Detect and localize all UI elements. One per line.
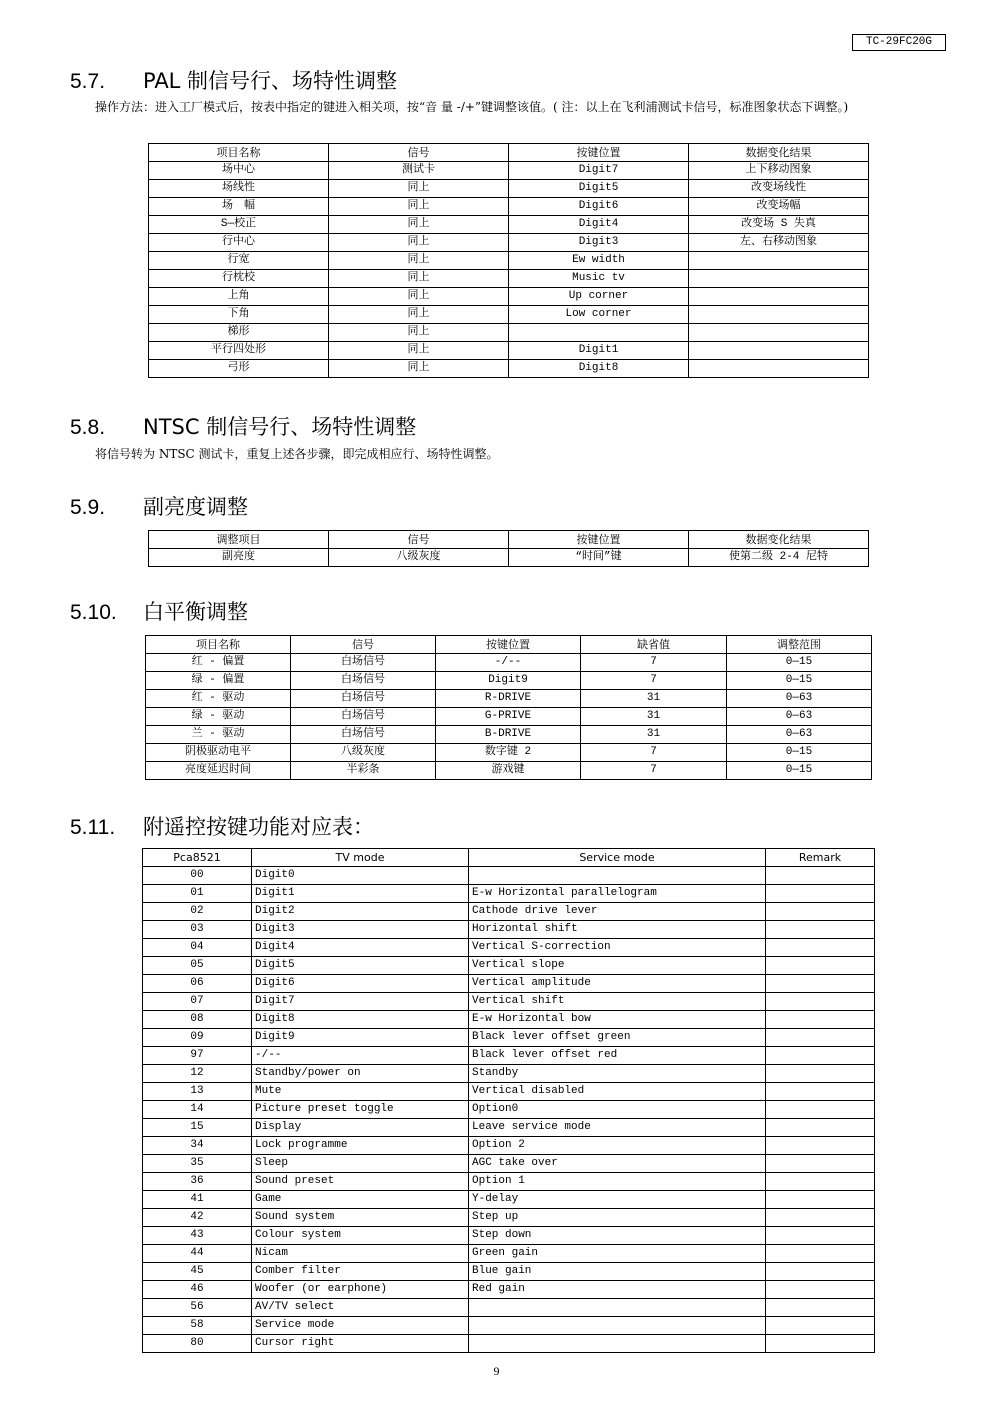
column-header: 调整项目 <box>149 531 329 549</box>
table-cell: 34 <box>143 1137 252 1155</box>
table-cell: 白场信号 <box>291 672 436 690</box>
table-cell: 58 <box>143 1317 252 1335</box>
table-row <box>143 1047 875 1065</box>
table-cell <box>766 1245 875 1263</box>
table-cell <box>766 867 875 885</box>
column-header: 调整范围 <box>727 636 872 654</box>
table-cell: Leave service mode <box>469 1119 766 1137</box>
table-cell: Ew width <box>509 252 689 270</box>
white-balance-table <box>145 635 872 780</box>
table-row <box>146 726 872 744</box>
table-row <box>143 1245 875 1263</box>
table-cell: 游戏键 <box>436 762 581 780</box>
table-cell: E-w Horizontal parallelogram <box>469 885 766 903</box>
table-cell: Digit3 <box>252 921 469 939</box>
table-cell: 7 <box>581 672 727 690</box>
table-cell: Digit5 <box>509 180 689 198</box>
table-row <box>143 885 875 903</box>
table-row <box>143 1119 875 1137</box>
table-cell: Service mode <box>252 1317 469 1335</box>
table-cell: 平行四处形 <box>149 342 329 360</box>
column-header: Remark <box>766 849 875 867</box>
table-cell: 31 <box>581 708 727 726</box>
table-cell: 00 <box>143 867 252 885</box>
table-row <box>149 288 869 306</box>
table-row <box>149 198 869 216</box>
table-cell <box>766 1173 875 1191</box>
table-cell: 同上 <box>329 288 509 306</box>
table-cell <box>766 1263 875 1281</box>
table-cell: Display <box>252 1119 469 1137</box>
table-cell <box>766 903 875 921</box>
table-cell: 0—15 <box>727 672 872 690</box>
table-cell: Blue gain <box>469 1263 766 1281</box>
table-cell: S—校正 <box>149 216 329 234</box>
table-cell <box>766 1029 875 1047</box>
table-row <box>149 549 869 567</box>
section-title: NTSC 制信号行、场特性调整 <box>143 415 417 439</box>
column-header: 按键位置 <box>509 144 689 162</box>
table-cell <box>766 1137 875 1155</box>
table-cell: 0—15 <box>727 654 872 672</box>
table-cell: Digit6 <box>252 975 469 993</box>
column-header: 信号 <box>329 531 509 549</box>
table-cell: 行宽 <box>149 252 329 270</box>
table-cell: 八级灰度 <box>329 549 509 567</box>
column-header: 按键位置 <box>436 636 581 654</box>
remote-key-table <box>142 848 875 1353</box>
table-cell: 左、右移动图象 <box>689 234 869 252</box>
table-cell <box>766 993 875 1011</box>
table-header-row <box>149 531 869 549</box>
section-5-8-heading <box>70 414 416 441</box>
table-row <box>143 1281 875 1299</box>
table-cell: 0—15 <box>727 744 872 762</box>
table-cell: Sound preset <box>252 1173 469 1191</box>
table-cell: 7 <box>581 654 727 672</box>
table-cell: 行中心 <box>149 234 329 252</box>
table-cell: Low corner <box>509 306 689 324</box>
table-row <box>146 690 872 708</box>
table-cell: 35 <box>143 1155 252 1173</box>
table-cell: Green gain <box>469 1245 766 1263</box>
table-cell: 06 <box>143 975 252 993</box>
table-cell: Vertical slope <box>469 957 766 975</box>
table-cell: Comber filter <box>252 1263 469 1281</box>
table-cell <box>766 1101 875 1119</box>
column-header: TV mode <box>252 849 469 867</box>
table-row <box>143 1173 875 1191</box>
table-cell: “时间”键 <box>509 549 689 567</box>
column-header: 项目名称 <box>149 144 329 162</box>
table-cell: 阴极驱动电平 <box>146 744 291 762</box>
table-header-row <box>143 849 875 867</box>
table-cell: 0—15 <box>727 762 872 780</box>
table-cell: 白场信号 <box>291 690 436 708</box>
table-row <box>149 180 869 198</box>
table-cell: 36 <box>143 1173 252 1191</box>
table-cell <box>689 324 869 342</box>
table-cell: 同上 <box>329 252 509 270</box>
table-cell: 同上 <box>329 342 509 360</box>
table-cell: Black lever offset red <box>469 1047 766 1065</box>
table-cell: 56 <box>143 1299 252 1317</box>
table-cell: 红 - 驱动 <box>146 690 291 708</box>
column-header: Service mode <box>469 849 766 867</box>
table-cell: Mute <box>252 1083 469 1101</box>
table-cell: 7 <box>581 744 727 762</box>
table-cell: Digit4 <box>252 939 469 957</box>
table-cell: -/-- <box>436 654 581 672</box>
table-cell <box>766 1299 875 1317</box>
table-row <box>149 234 869 252</box>
table-cell: Digit0 <box>252 867 469 885</box>
table-cell: Music tv <box>509 270 689 288</box>
section-5-9-heading <box>70 494 248 521</box>
table-cell: 兰 - 驱动 <box>146 726 291 744</box>
table-row <box>149 306 869 324</box>
column-header: Pca8521 <box>143 849 252 867</box>
table-cell <box>766 1227 875 1245</box>
table-cell: Digit1 <box>509 342 689 360</box>
table-row <box>143 1011 875 1029</box>
table-cell: Option 2 <box>469 1137 766 1155</box>
table-body <box>149 162 869 378</box>
table-cell: 46 <box>143 1281 252 1299</box>
table-row <box>143 1227 875 1245</box>
table-row <box>146 744 872 762</box>
table-cell <box>689 306 869 324</box>
table-cell: 行枕校 <box>149 270 329 288</box>
table-cell: 改变场 S 失真 <box>689 216 869 234</box>
table-row <box>143 921 875 939</box>
table-cell: 白场信号 <box>291 708 436 726</box>
model-number-box: TC-29FC20G <box>852 34 946 51</box>
table-cell: 梯形 <box>149 324 329 342</box>
table-cell <box>766 1047 875 1065</box>
table-row <box>143 1209 875 1227</box>
table-cell: Standby/power on <box>252 1065 469 1083</box>
table-cell: 白场信号 <box>291 654 436 672</box>
table-row <box>146 762 872 780</box>
column-header: 数据变化结果 <box>689 531 869 549</box>
column-header: 信号 <box>291 636 436 654</box>
table-cell: Digit8 <box>252 1011 469 1029</box>
table-cell: 同上 <box>329 360 509 378</box>
table-cell: Black lever offset green <box>469 1029 766 1047</box>
section-title: 副亮度调整 <box>143 495 248 519</box>
table-cell: 45 <box>143 1263 252 1281</box>
table-cell: 半彩条 <box>291 762 436 780</box>
table-cell: Cursor right <box>252 1335 469 1353</box>
section-number: 5.7. <box>70 70 106 93</box>
table-cell: 同上 <box>329 198 509 216</box>
table-row <box>149 360 869 378</box>
table-header-row <box>149 144 869 162</box>
table-cell: 12 <box>143 1065 252 1083</box>
table-row <box>143 957 875 975</box>
section-number: 5.10. <box>70 601 117 624</box>
table-row <box>146 654 872 672</box>
table-cell: Digit4 <box>509 216 689 234</box>
table-cell: Woofer (or earphone) <box>252 1281 469 1299</box>
section-number: 5.11. <box>70 816 116 839</box>
table-cell: Option0 <box>469 1101 766 1119</box>
table-cell: Lock programme <box>252 1137 469 1155</box>
table-cell: -/-- <box>252 1047 469 1065</box>
table-cell: B-DRIVE <box>436 726 581 744</box>
table-cell: 同上 <box>329 180 509 198</box>
table-body <box>149 549 869 567</box>
table-cell: Digit7 <box>252 993 469 1011</box>
table-cell: 使第二级 2-4 尼特 <box>689 549 869 567</box>
table-cell: 上下移动图象 <box>689 162 869 180</box>
table-cell: Vertical S-correction <box>469 939 766 957</box>
table-cell: Digit3 <box>509 234 689 252</box>
table-cell <box>469 1299 766 1317</box>
table-cell: Digit9 <box>252 1029 469 1047</box>
table-cell: 31 <box>581 690 727 708</box>
table-cell: 亮度延迟时间 <box>146 762 291 780</box>
column-header: 按键位置 <box>509 531 689 549</box>
table-cell: 同上 <box>329 270 509 288</box>
table-cell: R-DRIVE <box>436 690 581 708</box>
table-row <box>143 1263 875 1281</box>
table-cell: 上角 <box>149 288 329 306</box>
table-cell <box>469 1335 766 1353</box>
table-row <box>149 324 869 342</box>
section-title: 白平衡调整 <box>143 600 248 624</box>
table-cell: Red gain <box>469 1281 766 1299</box>
table-cell: 副亮度 <box>149 549 329 567</box>
table-cell: 01 <box>143 885 252 903</box>
table-row <box>143 1191 875 1209</box>
table-cell: Standby <box>469 1065 766 1083</box>
table-cell: 绿 - 偏置 <box>146 672 291 690</box>
table-cell: AV/TV select <box>252 1299 469 1317</box>
table-cell: 0—63 <box>727 690 872 708</box>
table-cell: 0—63 <box>727 708 872 726</box>
table-cell: 弓形 <box>149 360 329 378</box>
pal-adjust-table <box>148 143 869 378</box>
table-cell: Vertical disabled <box>469 1083 766 1101</box>
table-cell: Sleep <box>252 1155 469 1173</box>
table-cell: 同上 <box>329 234 509 252</box>
table-cell <box>689 360 869 378</box>
page-number: 9 <box>493 1364 500 1378</box>
table-cell <box>766 1119 875 1137</box>
table-cell: Colour system <box>252 1227 469 1245</box>
table-cell: Y-delay <box>469 1191 766 1209</box>
table-row <box>143 939 875 957</box>
table-cell: 白场信号 <box>291 726 436 744</box>
table-cell <box>689 288 869 306</box>
table-row <box>143 1083 875 1101</box>
table-cell <box>766 939 875 957</box>
table-cell: Digit6 <box>509 198 689 216</box>
table-cell: 场 幅 <box>149 198 329 216</box>
table-row <box>143 993 875 1011</box>
table-cell: 05 <box>143 957 252 975</box>
table-row <box>143 1155 875 1173</box>
table-cell <box>509 324 689 342</box>
table-cell: Option 1 <box>469 1173 766 1191</box>
table-cell <box>766 957 875 975</box>
table-cell: Vertical amplitude <box>469 975 766 993</box>
table-cell <box>766 975 875 993</box>
table-cell: Vertical shift <box>469 993 766 1011</box>
table-cell: 97 <box>143 1047 252 1065</box>
table-header-row <box>146 636 872 654</box>
table-cell: 场中心 <box>149 162 329 180</box>
table-cell <box>766 1155 875 1173</box>
table-cell: Digit2 <box>252 903 469 921</box>
table-cell: Digit5 <box>252 957 469 975</box>
table-cell: 15 <box>143 1119 252 1137</box>
section-5-7-heading <box>70 68 397 95</box>
table-cell: 04 <box>143 939 252 957</box>
column-header: 项目名称 <box>146 636 291 654</box>
table-cell <box>766 1281 875 1299</box>
table-cell: 改变场线性 <box>689 180 869 198</box>
table-row <box>149 270 869 288</box>
table-cell: 14 <box>143 1101 252 1119</box>
table-cell <box>766 1317 875 1335</box>
table-row <box>149 342 869 360</box>
table-row <box>146 672 872 690</box>
table-cell: 44 <box>143 1245 252 1263</box>
table-row <box>146 708 872 726</box>
table-row <box>143 1335 875 1353</box>
table-cell <box>689 252 869 270</box>
column-header: 数据变化结果 <box>689 144 869 162</box>
table-row <box>143 1137 875 1155</box>
column-header: 缺省值 <box>581 636 727 654</box>
table-cell: 下角 <box>149 306 329 324</box>
table-body <box>143 867 875 1353</box>
table-cell: Up corner <box>509 288 689 306</box>
table-cell: 同上 <box>329 216 509 234</box>
table-cell: 43 <box>143 1227 252 1245</box>
table-cell: 02 <box>143 903 252 921</box>
table-cell: Horizontal shift <box>469 921 766 939</box>
section-5-11-heading <box>70 814 374 841</box>
table-cell <box>766 1209 875 1227</box>
table-cell: Game <box>252 1191 469 1209</box>
section-5-8-note: 将信号转为 NTSC 测试卡，重复上述各步骤，即完成相应行、场特性调整。 <box>95 447 499 461</box>
table-cell: 测试卡 <box>329 162 509 180</box>
table-cell: 08 <box>143 1011 252 1029</box>
table-row <box>149 252 869 270</box>
table-cell <box>766 885 875 903</box>
table-cell: 07 <box>143 993 252 1011</box>
section-title: PAL 制信号行、场特性调整 <box>143 69 398 93</box>
table-cell: 红 - 偏置 <box>146 654 291 672</box>
table-cell: Step down <box>469 1227 766 1245</box>
table-body <box>146 654 872 780</box>
table-row <box>143 1299 875 1317</box>
table-cell: 数字键 2 <box>436 744 581 762</box>
table-cell <box>766 1065 875 1083</box>
table-cell: Digit8 <box>509 360 689 378</box>
table-cell: Digit7 <box>509 162 689 180</box>
section-5-7-note: 操作方法：进入工厂模式后，按表中指定的键进入相关项，按“音 量 -/+”键调整该值。( 注：以上在飞利浦测试卡信号，标准图象状态下调整。) <box>95 100 849 114</box>
table-cell: 31 <box>581 726 727 744</box>
table-cell: G-PRIVE <box>436 708 581 726</box>
table-cell <box>766 1011 875 1029</box>
table-cell: 同上 <box>329 306 509 324</box>
section-number: 5.8. <box>70 416 106 439</box>
table-cell <box>689 270 869 288</box>
table-cell: 41 <box>143 1191 252 1209</box>
table-cell: Step up <box>469 1209 766 1227</box>
table-cell: 42 <box>143 1209 252 1227</box>
table-row <box>143 1317 875 1335</box>
table-cell: 同上 <box>329 324 509 342</box>
section-5-10-heading <box>70 599 248 626</box>
section-title: 附遥控按键功能对应表： <box>143 815 374 839</box>
table-row <box>143 1101 875 1119</box>
table-row <box>149 162 869 180</box>
table-row <box>143 1065 875 1083</box>
table-cell: E-w Horizontal bow <box>469 1011 766 1029</box>
table-row <box>143 975 875 993</box>
table-cell: Sound system <box>252 1209 469 1227</box>
table-cell <box>766 1335 875 1353</box>
table-cell: Nicam <box>252 1245 469 1263</box>
table-cell <box>469 1317 766 1335</box>
table-cell: 改变场幅 <box>689 198 869 216</box>
table-cell: 0—63 <box>727 726 872 744</box>
table-cell: 7 <box>581 762 727 780</box>
table-row <box>143 867 875 885</box>
table-cell <box>766 1083 875 1101</box>
table-cell: Picture preset toggle <box>252 1101 469 1119</box>
table-cell <box>469 867 766 885</box>
table-cell: 09 <box>143 1029 252 1047</box>
table-cell: AGC take over <box>469 1155 766 1173</box>
table-cell: Digit9 <box>436 672 581 690</box>
table-cell: Digit1 <box>252 885 469 903</box>
table-cell <box>766 921 875 939</box>
table-row <box>143 1029 875 1047</box>
table-cell: 13 <box>143 1083 252 1101</box>
table-cell: 80 <box>143 1335 252 1353</box>
column-header: 信号 <box>329 144 509 162</box>
table-cell <box>766 1191 875 1209</box>
table-row <box>149 216 869 234</box>
table-row <box>143 903 875 921</box>
sub-brightness-table <box>148 530 869 567</box>
table-cell <box>689 342 869 360</box>
table-cell: 场线性 <box>149 180 329 198</box>
table-cell: Cathode drive lever <box>469 903 766 921</box>
table-cell: 03 <box>143 921 252 939</box>
table-cell: 绿 - 驱动 <box>146 708 291 726</box>
table-cell: 八级灰度 <box>291 744 436 762</box>
section-number: 5.9. <box>70 496 106 519</box>
